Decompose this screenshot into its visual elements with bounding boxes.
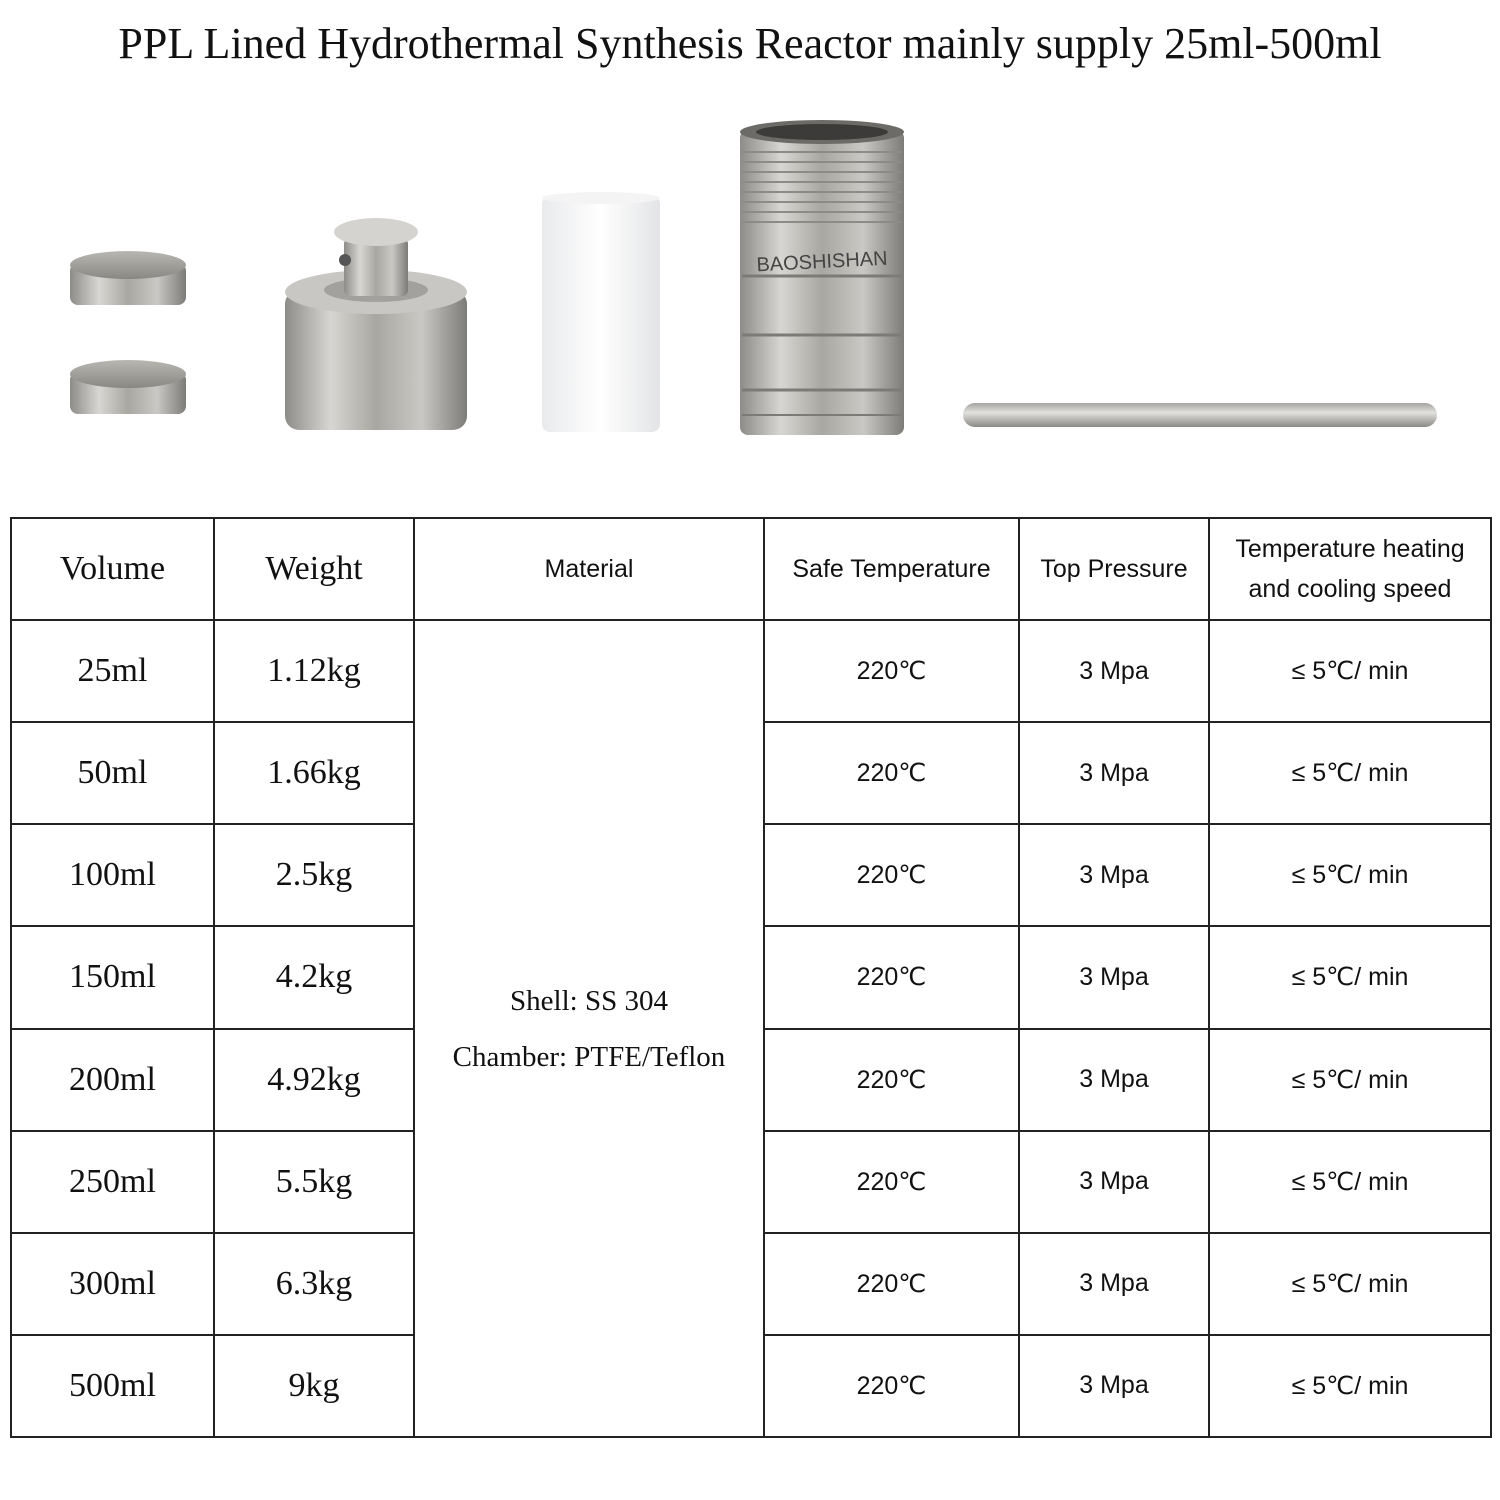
cell-temperature: 220℃ xyxy=(764,926,1019,1028)
cell-weight: 9kg xyxy=(214,1335,414,1437)
cell-temperature: 220℃ xyxy=(764,620,1019,722)
cell-weight: 5.5kg xyxy=(214,1131,414,1233)
cell-pressure: 3 Mpa xyxy=(1019,1029,1209,1131)
cell-pressure: 3 Mpa xyxy=(1019,722,1209,824)
steel-rod xyxy=(963,403,1437,427)
cell-speed: ≤ 5℃/ min xyxy=(1209,620,1491,722)
spec-table xyxy=(10,517,1492,1438)
cell-volume: 50ml xyxy=(11,722,214,824)
cell-volume: 250ml xyxy=(11,1131,214,1233)
cell-pressure: 3 Mpa xyxy=(1019,824,1209,926)
cell-weight: 1.66kg xyxy=(214,722,414,824)
material-shell: Shell: SS 304 xyxy=(510,984,668,1017)
cell-speed: ≤ 5℃/ min xyxy=(1209,1233,1491,1335)
cell-speed: ≤ 5℃/ min xyxy=(1209,1131,1491,1233)
reactor-body xyxy=(740,120,904,435)
engraving-text: BAOSHISHAN xyxy=(755,247,889,277)
header-weight: Weight xyxy=(214,518,414,620)
material-chamber: Chamber: PTFE/Teflon xyxy=(452,1040,726,1073)
cell-temperature: 220℃ xyxy=(764,1233,1019,1335)
cell-temperature: 220℃ xyxy=(764,722,1019,824)
reactor-cap xyxy=(285,218,467,430)
header-material: Material xyxy=(414,518,764,620)
ptfe-liner xyxy=(542,192,660,432)
header-volume: Volume xyxy=(11,518,214,620)
table-header-row xyxy=(11,518,1491,620)
cell-pressure: 3 Mpa xyxy=(1019,620,1209,722)
cell-volume: 300ml xyxy=(11,1233,214,1335)
cell-weight: 1.12kg xyxy=(214,620,414,722)
cell-weight: 4.2kg xyxy=(214,926,414,1028)
header-speed-line2: and cooling speed xyxy=(1248,575,1452,603)
page-title: PPL Lined Hydrothermal Synthesis Reactor mainly supply 25ml-500ml xyxy=(118,19,1382,68)
cell-temperature: 220℃ xyxy=(764,1029,1019,1131)
cell-volume: 100ml xyxy=(11,824,214,926)
cell-pressure: 3 Mpa xyxy=(1019,1233,1209,1335)
cell-volume: 150ml xyxy=(11,926,214,1028)
product-photo xyxy=(0,110,1500,470)
cell-speed: ≤ 5℃/ min xyxy=(1209,824,1491,926)
cell-speed: ≤ 5℃/ min xyxy=(1209,926,1491,1028)
cell-volume: 500ml xyxy=(11,1335,214,1437)
table-row xyxy=(11,620,1491,722)
cell-volume: 25ml xyxy=(11,620,214,722)
cell-speed: ≤ 5℃/ min xyxy=(1209,1335,1491,1437)
cell-material xyxy=(414,620,764,1437)
header-speed-line1: Temperature heating xyxy=(1235,535,1465,563)
cell-temperature: 220℃ xyxy=(764,1131,1019,1233)
steel-disc-bottom xyxy=(70,360,186,414)
header-top-pressure: Top Pressure xyxy=(1019,518,1209,620)
cell-weight: 6.3kg xyxy=(214,1233,414,1335)
header-speed xyxy=(1209,518,1491,620)
cell-weight: 4.92kg xyxy=(214,1029,414,1131)
cell-speed: ≤ 5℃/ min xyxy=(1209,1029,1491,1131)
cell-pressure: 3 Mpa xyxy=(1019,1335,1209,1437)
cell-volume: 200ml xyxy=(11,1029,214,1131)
cell-speed: ≤ 5℃/ min xyxy=(1209,722,1491,824)
cell-temperature: 220℃ xyxy=(764,1335,1019,1437)
cell-temperature: 220℃ xyxy=(764,824,1019,926)
steel-disc-top xyxy=(70,251,186,305)
cell-pressure: 3 Mpa xyxy=(1019,1131,1209,1233)
header-safe-temperature: Safe Temperature xyxy=(764,518,1019,620)
cell-weight: 2.5kg xyxy=(214,824,414,926)
cell-pressure: 3 Mpa xyxy=(1019,926,1209,1028)
